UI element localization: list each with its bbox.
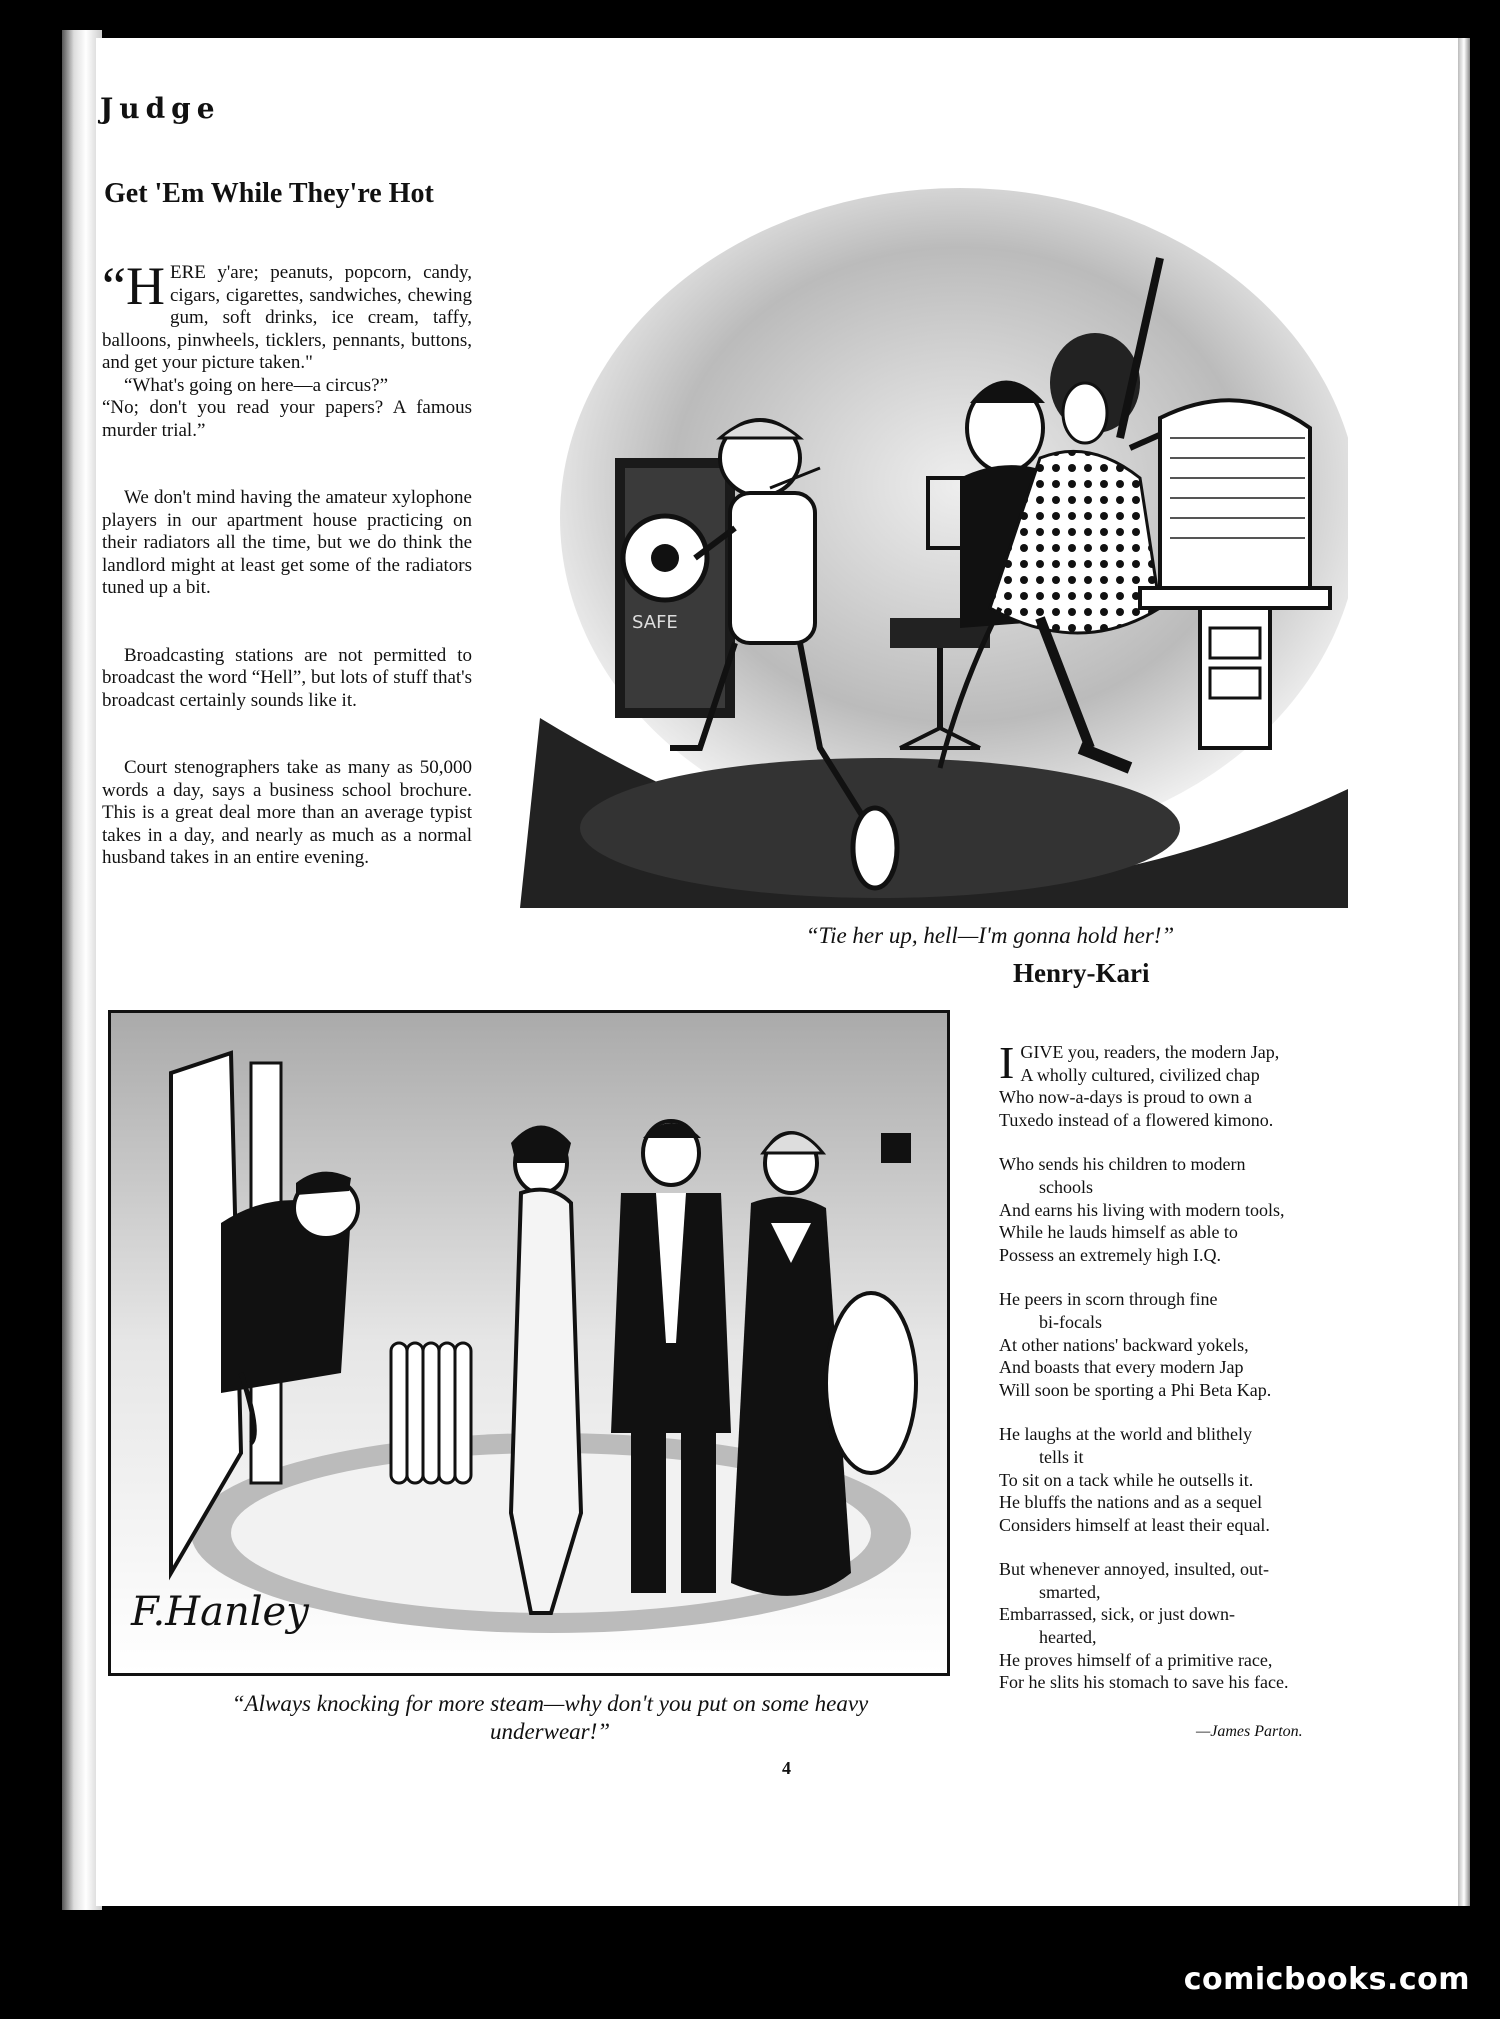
- artist-signature: F.Hanley: [131, 1589, 309, 1635]
- next-page-edge: [1458, 38, 1470, 1906]
- poem-title: Henry-Kari: [1013, 958, 1150, 988]
- article-paragraph: “HERE y'are; peanuts, popcorn, candy, cigars, cigarettes, sandwiches, chewing gum, soft drinks, ice cream, taffy, balloons, pinwheels, ticklers, pennants, buttons, and get your picture taken.": [102, 256, 472, 373]
- poem-stanza: [999, 1558, 1379, 1694]
- article-paragraph: Broadcasting stations are not permitted to broadcast the word “Hell”, but lots of stuff that's broadcast certainly sounds like it.: [102, 644, 472, 711]
- poem-line: Embarrassed, sick, or just down-: [999, 1604, 1235, 1625]
- poem-line: But whenever annoyed, insulted, out-: [999, 1559, 1269, 1580]
- cartoon-radiator-party: [108, 1010, 950, 1676]
- cartoon-illustration: [111, 1013, 947, 1673]
- masthead: Judge: [100, 92, 221, 125]
- page-number: 4: [782, 1758, 791, 1778]
- poem-line: He peers in scorn through fine: [999, 1289, 1218, 1310]
- article-title: Get 'Em While They're Hot: [104, 178, 434, 209]
- poem-author: —James Parton.: [1196, 1723, 1303, 1740]
- poem-line: He laughs at the world and blithely: [999, 1424, 1252, 1445]
- cartoon-caption: “Always knocking for more steam—why don't you put on some heavy underwear!”: [231, 1691, 869, 1744]
- drop-cap: I: [999, 1037, 1015, 1088]
- poem-line: At other nations' backward yokels,: [999, 1334, 1249, 1355]
- poem-line: For he slits his stomach to save his face.: [999, 1672, 1289, 1693]
- poem-line: schools: [1039, 1176, 1093, 1197]
- poem-line: GIVE you, readers, the modern Jap,: [1020, 1042, 1280, 1062]
- poem-line: bi-focals: [1039, 1311, 1102, 1332]
- poem-line: And earns his living with modern tools,: [999, 1199, 1285, 1220]
- cartoon-safe-cracker: [520, 188, 1348, 908]
- poem-line: He bluffs the nations and as a sequel: [999, 1492, 1263, 1513]
- site-watermark: comicbooks.com: [1183, 1962, 1470, 1997]
- poem-stanza: [999, 1037, 1379, 1131]
- poem-line: And boasts that every modern Jap: [999, 1357, 1244, 1378]
- poem-line: Who sends his children to modern: [999, 1154, 1246, 1175]
- poem-line: Who now-a-days is proud to own a: [999, 1087, 1252, 1108]
- article-paragraph: Court stenographers take as many as 50,000 words a day, says a business school brochure. This is a great deal more than an average typist takes in a day, and nearly as much as a normal husband takes in an entire evening.: [102, 757, 472, 868]
- poem-line: While he lauds himself as able to: [999, 1222, 1238, 1243]
- poem-line: hearted,: [1039, 1627, 1097, 1648]
- article-paragraph: “What's going on here—a circus?”: [124, 374, 389, 396]
- poem-stanza: [999, 1423, 1379, 1536]
- poem-line: To sit on a tack while he outsells it.: [999, 1469, 1254, 1490]
- poem: [999, 1037, 1379, 1716]
- article-paragraph: “No; don't you read your papers? A famous murder trial.”: [102, 397, 472, 441]
- poem-line: smarted,: [1039, 1581, 1101, 1602]
- cartoon-illustration: [520, 188, 1348, 908]
- poem-line: Possess an extremely high I.Q.: [999, 1244, 1221, 1265]
- poem-line: Will soon be sporting a Phi Beta Kap.: [999, 1379, 1272, 1400]
- article-paragraph: We don't mind having the amateur xylophone players in our apartment house practicing on their radiators all the time, but we do think the landlord might at least get some of the radiators tuned up a bit.: [102, 487, 472, 598]
- drop-cap: “H: [102, 256, 165, 316]
- cartoon-caption: “Tie her up, hell—I'm gonna hold her!”: [805, 923, 1175, 948]
- poem-stanza: [999, 1153, 1379, 1266]
- article-column: [102, 256, 472, 870]
- poem-line: Considers himself at least their equal.: [999, 1514, 1270, 1535]
- poem-line: tells it: [1039, 1446, 1084, 1467]
- poem-line: Tuxedo instead of a flowered kimono.: [999, 1109, 1274, 1130]
- safe-label: SAFE: [632, 612, 678, 633]
- poem-stanza: [999, 1288, 1379, 1401]
- poem-line: A wholly cultured, civilized chap: [1020, 1064, 1260, 1085]
- poem-line: He proves himself of a primitive race,: [999, 1649, 1273, 1670]
